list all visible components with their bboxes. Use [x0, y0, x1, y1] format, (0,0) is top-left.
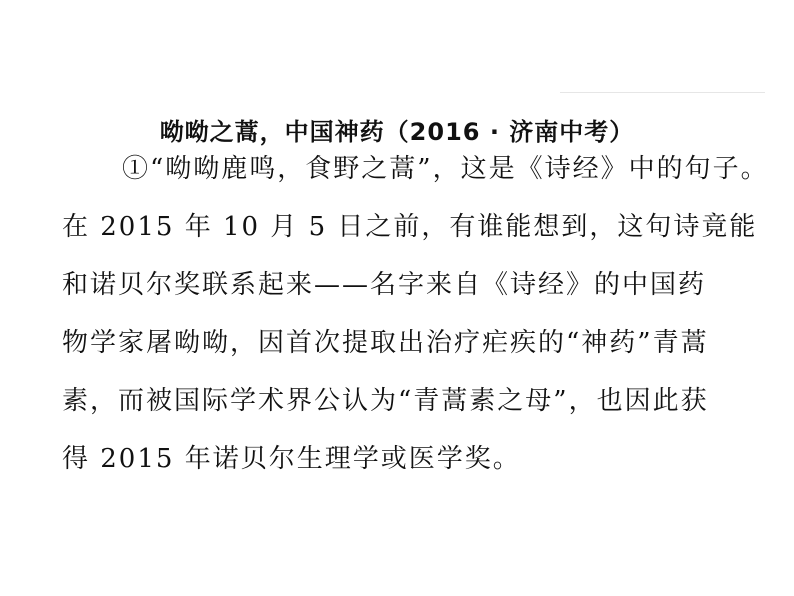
paragraph-line: 得 2015 年诺贝尔生理学或医学奖。 — [62, 444, 521, 474]
paragraph-line: ①“呦呦鹿鸣，食野之蒿”，这是《诗经》中的句子。 — [122, 154, 769, 184]
article-paragraph — [62, 140, 769, 488]
paragraph-line: 素，而被国际学术界公认为“青蒿素之母”，也因此获 — [62, 386, 709, 416]
paragraph-line: 物学家屠呦呦，因首次提取出治疗疟疾的“神药”青蒿 — [62, 328, 709, 358]
paragraph-line: 和诺贝尔奖联系起来——名字来自《诗经》的中国药 — [62, 270, 707, 300]
paragraph-line: 在 2015 年 10 月 5 日之前，有谁能想到，这句诗竟能 — [62, 212, 758, 242]
article-title: 呦呦之蒿，中国神药（2016 · 济南中考） — [159, 118, 635, 146]
header-divider — [560, 92, 765, 93]
